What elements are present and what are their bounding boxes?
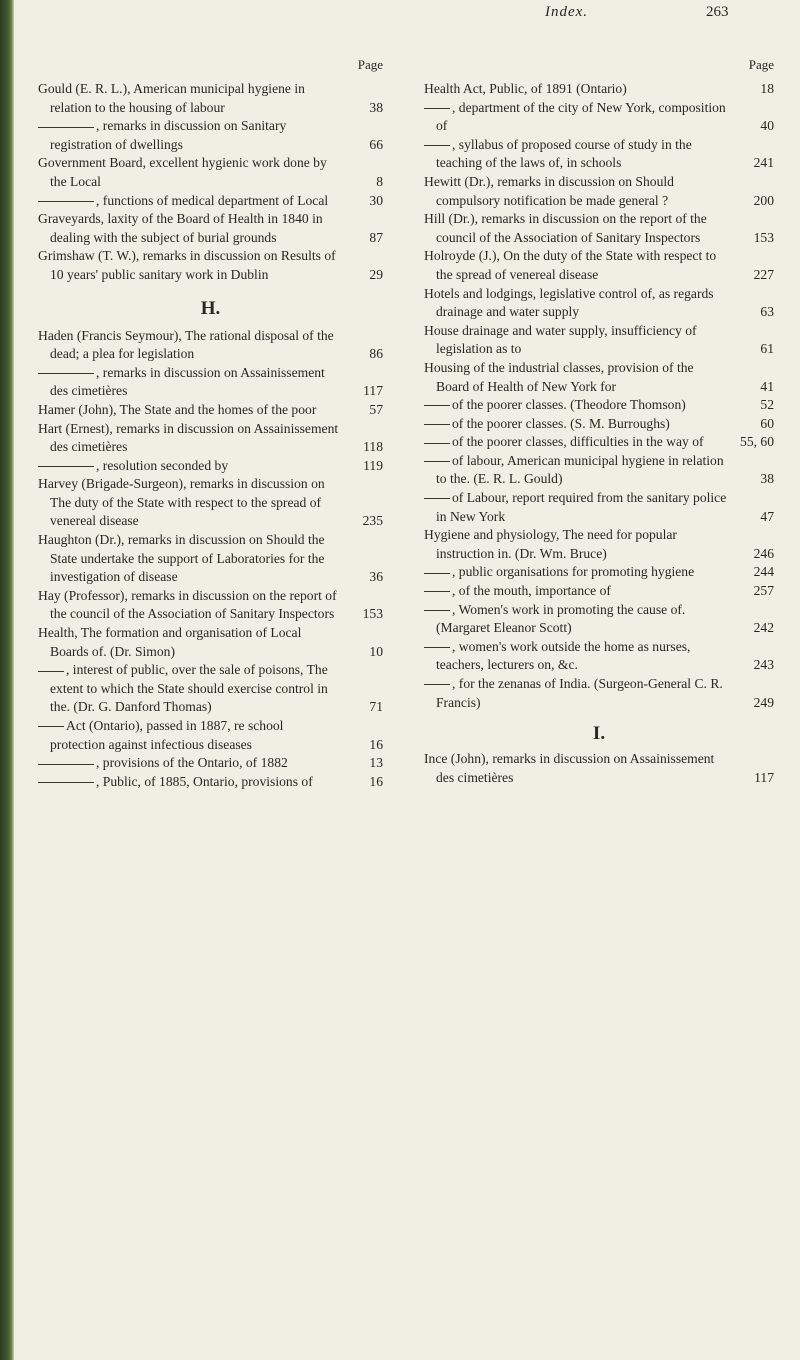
index-entry [38, 401, 383, 420]
section-letter-h: H. [200, 297, 221, 319]
index-entry-text: , remarks in discussion on Assainissement des cimetières [38, 364, 339, 401]
index-entry-text: Hamer (John), The State and the homes of the poor [38, 401, 317, 417]
index-entry-text: of the poorer classes. (Theodore Thomson) [424, 396, 730, 415]
index-entry-text: , interest of public, over the sale of poisons, The extent to which the State should exercise control in the. (Dr. G. Danford Thomas) [38, 661, 339, 717]
index-entry-page: 52 [760, 397, 774, 413]
index-entry-text: Grimshaw (T. W.), remarks in discussion on Results of 10 years' public sanitary work in Dublin [38, 248, 336, 282]
index-entry-text: Act (Ontario), passed in 1887, re school protection against infectious diseases [38, 717, 339, 754]
index-entry [424, 396, 774, 415]
index-entry-text: Hay (Professor), remarks in discussion on the report of the council of the Association of Sanitary Inspectors [38, 587, 337, 622]
index-entry-page: 71 [369, 699, 383, 715]
index-entry [38, 457, 383, 476]
ditto-dash [424, 610, 450, 611]
index-entry [38, 420, 383, 457]
ditto-dash [38, 466, 94, 467]
ditto-dash [38, 782, 94, 783]
index-entry-text: , public organisations for promoting hygiene [424, 563, 730, 582]
index-entry-page: 257 [753, 583, 774, 599]
ditto-dash [38, 373, 94, 374]
index-entry-text: Ince (John), remarks in discussion on Assainissement des cimetières [424, 751, 715, 785]
index-entry [38, 754, 383, 773]
index-entry-text: , women's work outside the home as nurses, teachers, lecturers on, &c. [424, 638, 730, 675]
index-entry [38, 587, 383, 624]
index-entry-page: 118 [363, 439, 383, 455]
index-entry [38, 364, 383, 401]
index-entry-text: Housing of the industrial classes, provision of the Board of Health of New York for [424, 359, 694, 394]
ditto-dash [424, 684, 450, 685]
page-number: 263 [706, 4, 729, 20]
index-entry-text: Gould (E. R. L.), American municipal hygiene in relation to the housing of labour [38, 81, 305, 115]
index-entry [424, 136, 774, 173]
index-entry-text: , provisions of the Ontario, of 1882 [38, 754, 339, 773]
index-entry-page: 38 [369, 99, 383, 115]
ditto-dash [424, 424, 450, 425]
ditto-dash [38, 201, 94, 202]
index-entry-text: of the poorer classes, difficulties in the way of [424, 433, 730, 452]
index-entry-text: , remarks in discussion on Sanitary registration of dwellings [38, 117, 339, 154]
index-entry [424, 80, 774, 99]
index-entry-page: 13 [369, 755, 383, 771]
index-entry-text: Health, The formation and organisation of Local Boards of. (Dr. Simon) [38, 625, 302, 659]
index-entry [424, 359, 774, 396]
ditto-dash [38, 726, 64, 727]
index-entry-page: 244 [753, 564, 774, 580]
index-column-right [424, 58, 774, 787]
index-entry-page: 38 [760, 471, 774, 487]
index-entry [38, 327, 383, 364]
index-entry-page: 60 [760, 415, 774, 431]
index-entry-page: 153 [753, 229, 774, 245]
index-entry-page: 117 [363, 383, 383, 399]
index-entry [38, 210, 383, 247]
index-entry-page: 241 [753, 155, 774, 171]
ditto-dash [424, 498, 450, 499]
index-entry-text: , resolution seconded by [38, 457, 339, 476]
index-entry [424, 99, 774, 136]
page-column-label: Page [357, 57, 383, 72]
index-entry-page: 87 [369, 229, 383, 245]
ditto-dash [424, 443, 450, 444]
index-entry-text: Holroyde (J.), On the duty of the State with respect to the spread of venereal disease [424, 248, 717, 282]
index-entry [38, 661, 383, 717]
index-entry [424, 563, 774, 582]
index-entry [38, 117, 383, 154]
index-entry [38, 773, 383, 792]
index-entry-page: 47 [760, 508, 774, 524]
index-entry-page: 16 [369, 736, 383, 752]
index-entry-text: , functions of medical department of Local [38, 192, 339, 211]
index-entry [424, 285, 774, 322]
index-entry-text: Hill (Dr.), remarks in discussion on the report of the council of the Association of Sanitary Inspectors [424, 211, 707, 245]
index-entry [38, 192, 383, 211]
index-entry [424, 750, 774, 787]
index-entry-text: Health Act, Public, of 1891 (Ontario) [424, 81, 627, 96]
index-section-g [38, 80, 383, 285]
index-entry-page: 61 [760, 341, 774, 357]
index-entry-text: of Labour, report required from the sanitary police in New York [424, 489, 730, 526]
index-entry [424, 582, 774, 601]
index-entry-text: Haughton (Dr.), remarks in discussion on Should the State undertake the support of Laboratories for the investigation of disease [38, 532, 325, 585]
page-column-label: Page [748, 57, 774, 72]
index-entry [424, 210, 774, 247]
index-section-i [424, 750, 774, 787]
index-entry-page: 117 [754, 769, 774, 785]
index-entry-page: 153 [362, 606, 383, 622]
ditto-dash [424, 647, 450, 648]
index-entry [424, 489, 774, 526]
index-entry-text: Hewitt (Dr.), remarks in discussion on Should compulsory notification be made general ? [424, 173, 674, 208]
ditto-dash [424, 145, 450, 146]
index-entry-page: 200 [753, 192, 774, 208]
index-entry [424, 415, 774, 434]
index-entry [38, 154, 383, 191]
index-entry-text: Hart (Ernest), remarks in discussion on Assainissement des cimetières [38, 420, 339, 455]
ditto-dash [424, 108, 450, 109]
index-entry [38, 531, 383, 587]
ditto-dash [38, 671, 64, 672]
index-entry-page: 249 [753, 694, 774, 710]
index-entry-text: Haden (Francis Seymour), The rational disposal of the dead; a plea for legislation [38, 327, 334, 362]
index-entry [424, 173, 774, 210]
index-entry-page: 243 [753, 657, 774, 673]
index-entry-page: 66 [369, 136, 383, 152]
index-entry-text: House drainage and water supply, insufficiency of legislation as to [424, 322, 697, 357]
index-entry-text: , of the mouth, importance of [424, 582, 730, 601]
index-entry-page: 63 [760, 304, 774, 320]
ditto-dash [424, 573, 450, 574]
index-entry [38, 717, 383, 754]
index-entry [424, 526, 774, 563]
index-section-h [38, 327, 383, 792]
index-entry-page: 55, 60 [740, 434, 774, 450]
index-entry [424, 675, 774, 712]
index-entry-text: Hotels and lodgings, legislative control of, as regards drainage and water supply [424, 285, 714, 320]
index-entry [424, 601, 774, 638]
index-entry [38, 475, 383, 531]
index-entry [424, 452, 774, 489]
index-entry-page: 235 [362, 513, 383, 529]
index-entry-page: 227 [753, 266, 774, 282]
index-entry-page: 29 [369, 266, 383, 282]
index-entry [424, 322, 774, 359]
ditto-dash [424, 461, 450, 462]
index-entry-page: 119 [363, 457, 383, 473]
index-entry-page: 18 [760, 81, 774, 96]
index-entry-text: of the poorer classes. (S. M. Burroughs) [424, 415, 730, 434]
index-entry-text: , for the zenanas of India. (Surgeon-General C. R. Francis) [424, 675, 730, 712]
index-section-h-continued [424, 80, 774, 712]
index-entry-page: 16 [369, 773, 383, 789]
index-entry-page: 10 [369, 643, 383, 659]
index-column-left [38, 58, 383, 791]
index-entry [38, 247, 383, 284]
index-entry-page: 57 [369, 401, 383, 417]
index-entry [424, 638, 774, 675]
index-entry [38, 624, 383, 661]
ditto-dash [38, 764, 94, 765]
index-entry-page: 246 [753, 545, 774, 561]
index-entry-text: Harvey (Brigade-Surgeon), remarks in discussion on The duty of the State with respect to the spread of venereal disease [38, 476, 325, 529]
index-entry [424, 247, 774, 284]
index-entry-page: 86 [369, 346, 383, 362]
running-header-title: Index. [545, 4, 589, 20]
index-entry-text: Graveyards, laxity of the Board of Health in 1840 in dealing with the subject of burial grounds [38, 211, 323, 245]
index-entry [424, 433, 774, 452]
ditto-dash [424, 405, 450, 406]
index-entry-text: , Women's work in promoting the cause of. (Margaret Eleanor Scott) [424, 601, 730, 638]
index-entry-text: Hygiene and physiology, The need for popular instruction in. (Dr. Wm. Bruce) [424, 527, 677, 561]
index-entry-page: 36 [369, 569, 383, 585]
book-binding-edge [0, 0, 14, 1360]
index-entry-text: Government Board, excellent hygienic work done by the Local [38, 155, 327, 189]
index-entry-page: 41 [760, 378, 774, 394]
index-entry-text: , syllabus of proposed course of study in the teaching of the laws of, in schools [424, 136, 730, 173]
index-entry-text: of labour, American municipal hygiene in relation to the. (E. R. L. Gould) [424, 452, 730, 489]
index-entry [38, 80, 383, 117]
index-entry-page: 8 [376, 173, 383, 189]
ditto-dash [38, 127, 94, 128]
index-entry-page: 30 [369, 192, 383, 208]
index-entry-page: 242 [753, 620, 774, 636]
section-letter-i: I. [592, 723, 606, 745]
ditto-dash [424, 591, 450, 592]
index-entry-text: , department of the city of New York, composition of [424, 99, 730, 136]
index-entry-page: 40 [760, 118, 774, 134]
index-entry-text: , Public, of 1885, Ontario, provisions of [38, 773, 339, 792]
